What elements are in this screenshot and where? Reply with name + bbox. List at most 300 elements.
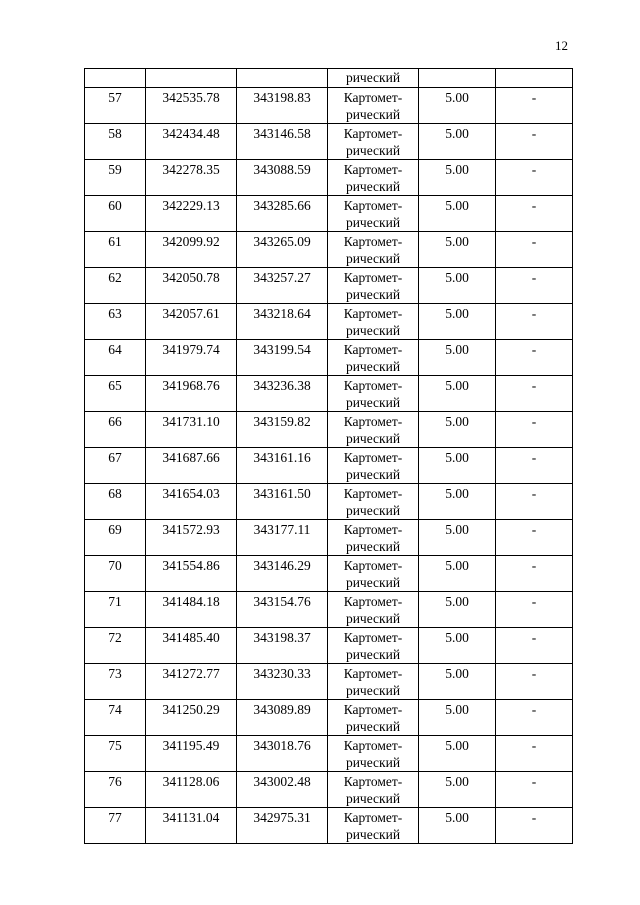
- cell-x-text: 342050.78: [162, 270, 220, 285]
- cell-y-text: 343154.76: [253, 594, 311, 609]
- method-line-2: рический: [345, 287, 401, 302]
- cell-y: [237, 268, 328, 304]
- cell-num: [85, 664, 146, 700]
- table-row: [85, 268, 573, 304]
- cell-method: [328, 232, 419, 268]
- table-row: [85, 556, 573, 592]
- method-line-1: Картомет-: [343, 414, 403, 429]
- cell-note-text: -: [531, 522, 537, 537]
- cell-note-text: -: [531, 486, 537, 501]
- cell-precision: [419, 700, 496, 736]
- cell-note: [496, 412, 573, 448]
- cell-note-text: -: [531, 126, 537, 141]
- cell-note-text: -: [531, 594, 537, 609]
- cell-method: [328, 628, 419, 664]
- cell-x-text: 341654.03: [162, 486, 220, 501]
- cell-x-text: 341979.74: [162, 342, 220, 357]
- cell-note-text: -: [531, 630, 537, 645]
- method-line-1: Картомет-: [343, 702, 403, 717]
- cell-method: [328, 88, 419, 124]
- cell-note: [496, 69, 573, 88]
- cell-y-text: 343089.89: [253, 702, 311, 717]
- cell-note: [496, 196, 573, 232]
- cell-x-text: 342229.13: [162, 198, 220, 213]
- cell-num: [85, 556, 146, 592]
- cell-precision-text: 5.00: [445, 594, 469, 609]
- method-line-2: рический: [345, 179, 401, 194]
- cell-y: [237, 340, 328, 376]
- cell-precision: [419, 808, 496, 844]
- cell-x: [146, 448, 237, 484]
- cell-x: [146, 69, 237, 88]
- cell-precision-text: 5.00: [445, 702, 469, 717]
- cell-precision: [419, 664, 496, 700]
- cell-x: [146, 304, 237, 340]
- cell-y: [237, 664, 328, 700]
- cell-y-text: 343146.58: [253, 126, 311, 141]
- method-line-1: Картомет-: [343, 558, 403, 573]
- cell-num: [85, 268, 146, 304]
- cell-note: [496, 376, 573, 412]
- cell-num: [85, 520, 146, 556]
- cell-y-text: 343161.50: [253, 486, 311, 501]
- table-row: [85, 304, 573, 340]
- cell-precision-text: 5.00: [445, 162, 469, 177]
- cell-note-text: -: [531, 450, 537, 465]
- table-row: [85, 628, 573, 664]
- cell-num-text: 72: [108, 630, 122, 645]
- method-line-1: Картомет-: [343, 486, 403, 501]
- cell-method: [328, 700, 419, 736]
- cell-num-text: 57: [108, 90, 122, 105]
- cell-precision: [419, 160, 496, 196]
- cell-x: [146, 88, 237, 124]
- method-line-1: Картомет-: [343, 306, 403, 321]
- table-row: [85, 232, 573, 268]
- cell-x: [146, 484, 237, 520]
- cell-precision: [419, 412, 496, 448]
- table-row: [85, 124, 573, 160]
- cell-method: [328, 376, 419, 412]
- cell-y: [237, 736, 328, 772]
- cell-x: [146, 196, 237, 232]
- method-line-1: Картомет-: [343, 198, 403, 213]
- cell-x-text: 341968.76: [162, 378, 220, 393]
- cell-method: [328, 772, 419, 808]
- cell-note-text: -: [531, 558, 537, 573]
- method-line-2: рический: [345, 323, 401, 338]
- cell-y-text: 343236.38: [253, 378, 311, 393]
- cell-num-text: 60: [108, 198, 122, 213]
- cell-note-text: -: [531, 666, 537, 681]
- cell-num-text: 75: [108, 738, 122, 753]
- cell-y-text: 343002.48: [253, 774, 311, 789]
- cell-note: [496, 448, 573, 484]
- cell-note-text: -: [531, 162, 537, 177]
- cell-num: [85, 736, 146, 772]
- cell-y: [237, 556, 328, 592]
- cell-num: [85, 232, 146, 268]
- table-row: [85, 700, 573, 736]
- cell-num-text: 68: [108, 486, 122, 501]
- method-line-1: Картомет-: [343, 90, 403, 105]
- cell-y-text: 343198.83: [253, 90, 311, 105]
- table-row: [85, 592, 573, 628]
- cell-x-text: 341485.40: [162, 630, 220, 645]
- cell-y: [237, 88, 328, 124]
- coordinates-table: [84, 68, 573, 844]
- method-line-2: рический: [345, 575, 401, 590]
- cell-num: [85, 628, 146, 664]
- cell-x: [146, 520, 237, 556]
- cell-precision: [419, 772, 496, 808]
- cell-num-text: 64: [108, 342, 122, 357]
- cell-x-text: 342099.92: [162, 234, 220, 249]
- cell-num-text: 63: [108, 306, 122, 321]
- method-line-2: рический: [345, 719, 401, 734]
- cell-x: [146, 808, 237, 844]
- cell-x: [146, 592, 237, 628]
- method-line-1: Картомет-: [343, 594, 403, 609]
- cell-num: [85, 124, 146, 160]
- cell-y: [237, 592, 328, 628]
- method-line-2: рический: [345, 431, 401, 446]
- cell-precision-text: 5.00: [445, 486, 469, 501]
- cell-precision: [419, 304, 496, 340]
- cell-x: [146, 556, 237, 592]
- cell-x: [146, 772, 237, 808]
- cell-num: [85, 69, 146, 88]
- method-line-2: рический: [345, 251, 401, 266]
- cell-num-text: 76: [108, 774, 122, 789]
- cell-method: [328, 664, 419, 700]
- cell-precision: [419, 556, 496, 592]
- cell-y-text: 342975.31: [253, 810, 311, 825]
- cell-x-text: 342278.35: [162, 162, 220, 177]
- cell-method: [328, 520, 419, 556]
- cell-y-text: 343218.64: [253, 306, 311, 321]
- table-row: [85, 448, 573, 484]
- cell-y-text: 343177.11: [253, 522, 311, 537]
- cell-y: [237, 412, 328, 448]
- cell-x-text: 341272.77: [162, 666, 220, 681]
- cell-note: [496, 340, 573, 376]
- method-line-1: Картомет-: [343, 270, 403, 285]
- table-row: [85, 520, 573, 556]
- cell-y-text: 343159.82: [253, 414, 311, 429]
- cell-note-text: -: [531, 90, 537, 105]
- cell-num-text: 73: [108, 666, 122, 681]
- cell-precision-text: 5.00: [445, 738, 469, 753]
- cell-precision-text: 5.00: [445, 234, 469, 249]
- cell-y-text: 343257.27: [253, 270, 311, 285]
- method-line-2: рический: [345, 143, 401, 158]
- method-line-2: рический: [345, 107, 401, 122]
- cell-method: [328, 592, 419, 628]
- cell-x-text: 341687.66: [162, 450, 220, 465]
- cell-y: [237, 700, 328, 736]
- cell-note: [496, 736, 573, 772]
- table-row: [85, 88, 573, 124]
- method-line-1: Картомет-: [343, 234, 403, 249]
- cell-precision-text: 5.00: [445, 270, 469, 285]
- cell-note: [496, 484, 573, 520]
- cell-note-text: -: [531, 342, 537, 357]
- cell-precision: [419, 448, 496, 484]
- cell-precision: [419, 124, 496, 160]
- cell-x-text: 341731.10: [162, 414, 220, 429]
- cell-y-text: 343230.33: [253, 666, 311, 681]
- cell-num-text: 77: [108, 810, 122, 825]
- method-line-2: рический: [345, 647, 401, 662]
- cell-y: [237, 628, 328, 664]
- cell-x-text: 341195.49: [162, 738, 220, 753]
- table-row: [85, 340, 573, 376]
- cell-method: [328, 160, 419, 196]
- cell-y: [237, 448, 328, 484]
- cell-method: [328, 268, 419, 304]
- cell-note: [496, 520, 573, 556]
- cell-num: [85, 412, 146, 448]
- method-line-1: Картомет-: [343, 666, 403, 681]
- cell-precision: [419, 736, 496, 772]
- cell-y-text: 343161.16: [253, 450, 311, 465]
- table-row: [85, 772, 573, 808]
- method-line-1: Картомет-: [343, 162, 403, 177]
- cell-num: [85, 88, 146, 124]
- cell-x: [146, 628, 237, 664]
- cell-num-text: 58: [108, 126, 122, 141]
- cell-num-text: 61: [108, 234, 122, 249]
- cell-note-text: -: [531, 414, 537, 429]
- cell-note: [496, 268, 573, 304]
- cell-note-text: -: [531, 270, 537, 285]
- cell-y-text: 343285.66: [253, 198, 311, 213]
- cell-precision: [419, 268, 496, 304]
- cell-method: [328, 556, 419, 592]
- cell-precision: [419, 520, 496, 556]
- cell-num: [85, 808, 146, 844]
- method-line-2: рический: [345, 791, 401, 806]
- table-row: [85, 412, 573, 448]
- cell-num: [85, 772, 146, 808]
- cell-y-text: 343146.29: [253, 558, 311, 573]
- cell-y: [237, 160, 328, 196]
- cell-x-text: 341572.93: [162, 522, 220, 537]
- cell-num: [85, 592, 146, 628]
- cell-x: [146, 412, 237, 448]
- cell-precision: [419, 592, 496, 628]
- cell-note: [496, 772, 573, 808]
- cell-y: [237, 232, 328, 268]
- method-line-1: Картомет-: [343, 126, 403, 141]
- method-line-1: Картомет-: [343, 450, 403, 465]
- cell-method: [328, 412, 419, 448]
- cell-x: [146, 376, 237, 412]
- table-row: [85, 664, 573, 700]
- method-line-2: рический: [345, 683, 401, 698]
- method-line-1: Картомет-: [343, 342, 403, 357]
- cell-y: [237, 304, 328, 340]
- cell-precision-text: 5.00: [445, 522, 469, 537]
- method-line-2: рический: [345, 467, 401, 482]
- cell-x-text: 341131.04: [162, 810, 220, 825]
- cell-x: [146, 340, 237, 376]
- method-line-2: рический: [345, 359, 401, 374]
- cell-num: [85, 340, 146, 376]
- cell-note-text: -: [531, 234, 537, 249]
- method-line-1: Картомет-: [343, 810, 403, 825]
- cell-note-text: -: [531, 378, 537, 393]
- cell-note-text: -: [531, 774, 537, 789]
- cell-x: [146, 664, 237, 700]
- table-row: [85, 736, 573, 772]
- cell-num: [85, 484, 146, 520]
- cell-precision-text: 5.00: [445, 630, 469, 645]
- cell-y: [237, 520, 328, 556]
- method-line-2: рический: [345, 827, 401, 842]
- cell-x: [146, 736, 237, 772]
- table-row: [85, 160, 573, 196]
- cell-precision-text: 5.00: [445, 414, 469, 429]
- cell-note: [496, 628, 573, 664]
- cell-note-text: -: [531, 702, 537, 717]
- cell-method: [328, 808, 419, 844]
- cell-method: [328, 304, 419, 340]
- method-line-1: Картомет-: [343, 378, 403, 393]
- cell-note: [496, 124, 573, 160]
- cell-x-text: 341128.06: [162, 774, 220, 789]
- cell-method: [328, 448, 419, 484]
- cell-num-text: 62: [108, 270, 122, 285]
- method-line-1: Картомет-: [343, 738, 403, 753]
- method-line-2: рический: [345, 755, 401, 770]
- continued-row: [85, 69, 573, 88]
- cell-note-text: -: [531, 738, 537, 753]
- method-line-2: рический: [345, 611, 401, 626]
- cell-y-text: 343199.54: [253, 342, 311, 357]
- cell-num-text: 67: [108, 450, 122, 465]
- cell-note: [496, 556, 573, 592]
- cell-x: [146, 160, 237, 196]
- cell-x: [146, 124, 237, 160]
- cell-x-text: 341554.86: [162, 558, 220, 573]
- method-line-2: рический: [345, 539, 401, 554]
- cell-x: [146, 700, 237, 736]
- cell-num-text: 65: [108, 378, 122, 393]
- method-line-2: рический: [345, 215, 401, 230]
- cell-x-text: 342057.61: [162, 306, 220, 321]
- cell-y: [237, 772, 328, 808]
- method-line-1: Картомет-: [343, 522, 403, 537]
- method-line-1: Картомет-: [343, 774, 403, 789]
- cell-y-text: 343198.37: [253, 630, 311, 645]
- cell-precision: [419, 69, 496, 88]
- cell-num: [85, 160, 146, 196]
- cell-num: [85, 196, 146, 232]
- cell-precision: [419, 484, 496, 520]
- cell-precision-text: 5.00: [445, 774, 469, 789]
- cell-note-text: -: [531, 810, 537, 825]
- cell-y: [237, 484, 328, 520]
- cell-note: [496, 88, 573, 124]
- cell-y: [237, 124, 328, 160]
- cell-y-text: 343088.59: [253, 162, 311, 177]
- method-line-1: Картомет-: [343, 630, 403, 645]
- cell-precision-text: 5.00: [445, 306, 469, 321]
- cell-precision: [419, 340, 496, 376]
- table-body: [85, 69, 573, 844]
- method-line-2: рический: [345, 503, 401, 518]
- cell-x-text: 341484.18: [162, 594, 220, 609]
- cell-num: [85, 376, 146, 412]
- cell-num: [85, 448, 146, 484]
- cell-note-text: -: [531, 198, 537, 213]
- cell-y-text: 343265.09: [253, 234, 311, 249]
- cell-precision: [419, 628, 496, 664]
- cell-num: [85, 304, 146, 340]
- cell-precision-text: 5.00: [445, 378, 469, 393]
- cell-x: [146, 232, 237, 268]
- cell-x: [146, 268, 237, 304]
- cell-num-text: 69: [108, 522, 122, 537]
- cell-precision-text: 5.00: [445, 558, 469, 573]
- page-number: 12: [555, 38, 568, 53]
- cell-method: [328, 196, 419, 232]
- cell-method: рический: [328, 69, 419, 88]
- cell-note: [496, 592, 573, 628]
- cell-precision: [419, 232, 496, 268]
- cell-precision: [419, 88, 496, 124]
- method-line-2: рический: [345, 395, 401, 410]
- cell-num-text: 74: [108, 702, 122, 717]
- cell-note: [496, 700, 573, 736]
- cell-method: [328, 340, 419, 376]
- cell-x-text: 342434.48: [162, 126, 220, 141]
- cell-x-text: 341250.29: [162, 702, 220, 717]
- cell-precision: [419, 196, 496, 232]
- cell-precision: [419, 376, 496, 412]
- cell-note: [496, 664, 573, 700]
- cell-note: [496, 808, 573, 844]
- cell-method: [328, 484, 419, 520]
- cell-y-text: 343018.76: [253, 738, 311, 753]
- table-row: [85, 808, 573, 844]
- cell-y: [237, 376, 328, 412]
- cell-note-text: -: [531, 306, 537, 321]
- cell-method: [328, 124, 419, 160]
- cell-note: [496, 304, 573, 340]
- cell-precision-text: 5.00: [445, 198, 469, 213]
- cell-precision-text: 5.00: [445, 450, 469, 465]
- cell-num-text: 70: [108, 558, 122, 573]
- cell-y: [237, 69, 328, 88]
- cell-precision-text: 5.00: [445, 126, 469, 141]
- table-row: [85, 376, 573, 412]
- cell-y: [237, 808, 328, 844]
- cell-y: [237, 196, 328, 232]
- cell-x-text: 342535.78: [162, 90, 220, 105]
- table-row: [85, 196, 573, 232]
- cell-num-text: 66: [108, 414, 122, 429]
- cell-precision-text: 5.00: [445, 90, 469, 105]
- cell-method: [328, 736, 419, 772]
- table-row: [85, 484, 573, 520]
- cell-num: [85, 700, 146, 736]
- cell-precision-text: 5.00: [445, 810, 469, 825]
- cell-precision-text: 5.00: [445, 666, 469, 681]
- cell-note: [496, 160, 573, 196]
